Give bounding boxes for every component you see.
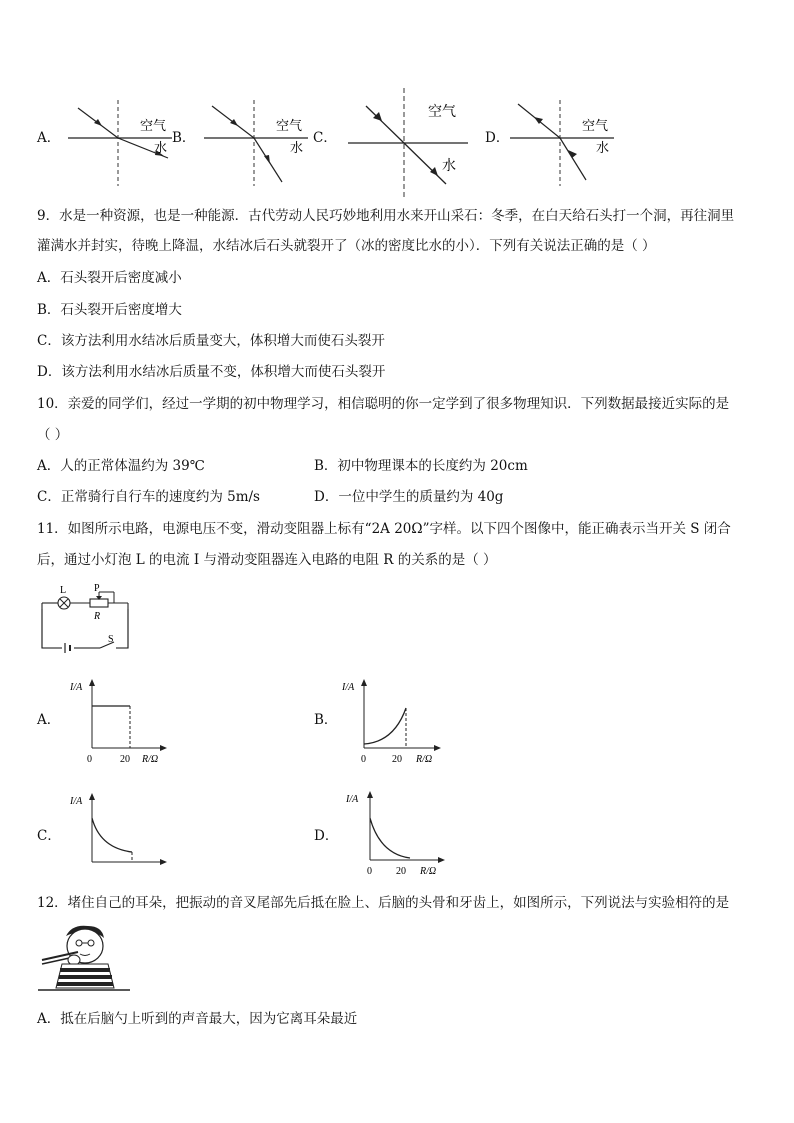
- q11-graph-c-label: C．: [37, 828, 61, 844]
- q9-option-d: D．该方法利用水结冰后质量不变，体积增大而使石头裂开: [37, 364, 386, 380]
- circuit-switch-label: S: [108, 634, 114, 645]
- graph-a-origin: 0: [87, 754, 92, 765]
- graph-d-ylabel: I/A: [346, 794, 359, 805]
- q11-graph-d: [340, 788, 450, 880]
- circuit-resistor-label: R: [94, 611, 101, 622]
- q10-option-b: B．初中物理课本的长度约为 20cm: [314, 458, 528, 474]
- graph-a-ylabel: I/A: [70, 682, 83, 693]
- q11-graph-a-label: A．: [37, 712, 61, 728]
- q10-stem-line2: （ ）: [37, 427, 69, 443]
- q8-option-c-label: C．: [313, 130, 337, 146]
- q8-option-a-label: A．: [37, 130, 61, 146]
- q8-diagram-a: [68, 100, 180, 186]
- q8-a-air-label: 空气: [140, 118, 167, 133]
- q8-diagram-b: [204, 100, 316, 186]
- q10-stem-line1: 10．亲爱的同学们，经过一学期的初中物理学习，相信聪明的你一定学到了很多物理知识．下列数据最接近实际的是: [37, 396, 730, 412]
- q9-stem-line2: 灌满水并封实，待晚上降温，水结冰后石头就裂开了（冰的密度比水的小）．下列有关说法正确的是（ ）: [37, 238, 656, 254]
- q11-graph-b-label: B．: [314, 712, 338, 728]
- q9-option-c: C．该方法利用水结冰后质量变大，体积增大而使石头裂开: [37, 333, 385, 349]
- q8-b-water-label: 水: [290, 140, 304, 155]
- q8-c-air-label: 空气: [428, 105, 456, 120]
- q9-option-a: A．石头裂开后密度减小: [37, 270, 182, 286]
- q10-option-c: C．正常骑行自行车的速度约为 5m/s: [37, 489, 260, 505]
- q8-option-d-label: D．: [485, 130, 510, 146]
- graph-b-ylabel: I/A: [342, 682, 355, 693]
- q12-stem: 12．堵住自己的耳朵，把振动的音叉尾部先后抵在脸上、后脑的头骨和牙齿上，如图所示，下列说法与实验相符的是: [37, 895, 730, 911]
- q9-option-b: B．石头裂开后密度增大: [37, 302, 182, 318]
- q11-graph-a: [62, 676, 172, 768]
- circuit-lamp-label: L: [60, 585, 67, 596]
- q11-graph-b: [336, 676, 446, 768]
- q11-stem-line1: 11．如图所示电路，电源电压不变，滑动变阻器上标有“2A 20Ω”字样。以下四个图像中，能正确表示当开关 S 闭合: [37, 521, 731, 537]
- q8-a-water-label: 水: [154, 140, 168, 155]
- q8-diagram-d: [510, 100, 622, 186]
- graph-a-tick: 20: [120, 754, 130, 765]
- q10-option-d: D．一位中学生的质量约为 40g: [314, 489, 504, 505]
- q8-d-water-label: 水: [596, 140, 610, 155]
- graph-b-tick: 20: [392, 754, 402, 765]
- q9-stem-line1: 9．水是一种资源，也是一种能源．古代劳动人民巧妙地利用水来开山采石：冬季，在白天给石头打一个洞，再往洞里: [37, 208, 735, 224]
- graph-d-xlabel: R/Ω: [420, 866, 437, 877]
- circuit-slider-label: P: [94, 583, 100, 594]
- graph-d-tick: 20: [396, 866, 406, 877]
- graph-d-origin: 0: [367, 866, 372, 877]
- graph-b-origin: 0: [361, 754, 366, 765]
- q8-c-water-label: 水: [442, 159, 456, 174]
- q8-d-air-label: 空气: [582, 118, 609, 133]
- q10-option-a: A．人的正常体温约为 39℃: [37, 458, 205, 474]
- q11-graph-d-label: D．: [314, 828, 339, 844]
- q8-option-b-label: B．: [172, 130, 196, 146]
- graph-c-ylabel: I/A: [70, 796, 83, 807]
- q12-option-a: A．抵在后脑勺上听到的声音最大，因为它离耳朵最近: [37, 1011, 358, 1027]
- boy-tuning-fork-illustration: [38, 922, 130, 998]
- resistor-icon: [90, 599, 108, 607]
- q8-b-air-label: 空气: [276, 118, 303, 133]
- q8-diagram-c: [348, 88, 478, 198]
- q11-stem-line2: 后，通过小灯泡 L 的电流 I 与滑动变阻器连入电路的电阻 R 的关系的是（ ）: [37, 552, 497, 568]
- q11-graph-c: [62, 790, 172, 882]
- graph-a-xlabel: R/Ω: [142, 754, 159, 765]
- q11-circuit-diagram: [38, 582, 138, 654]
- graph-b-xlabel: R/Ω: [416, 754, 433, 765]
